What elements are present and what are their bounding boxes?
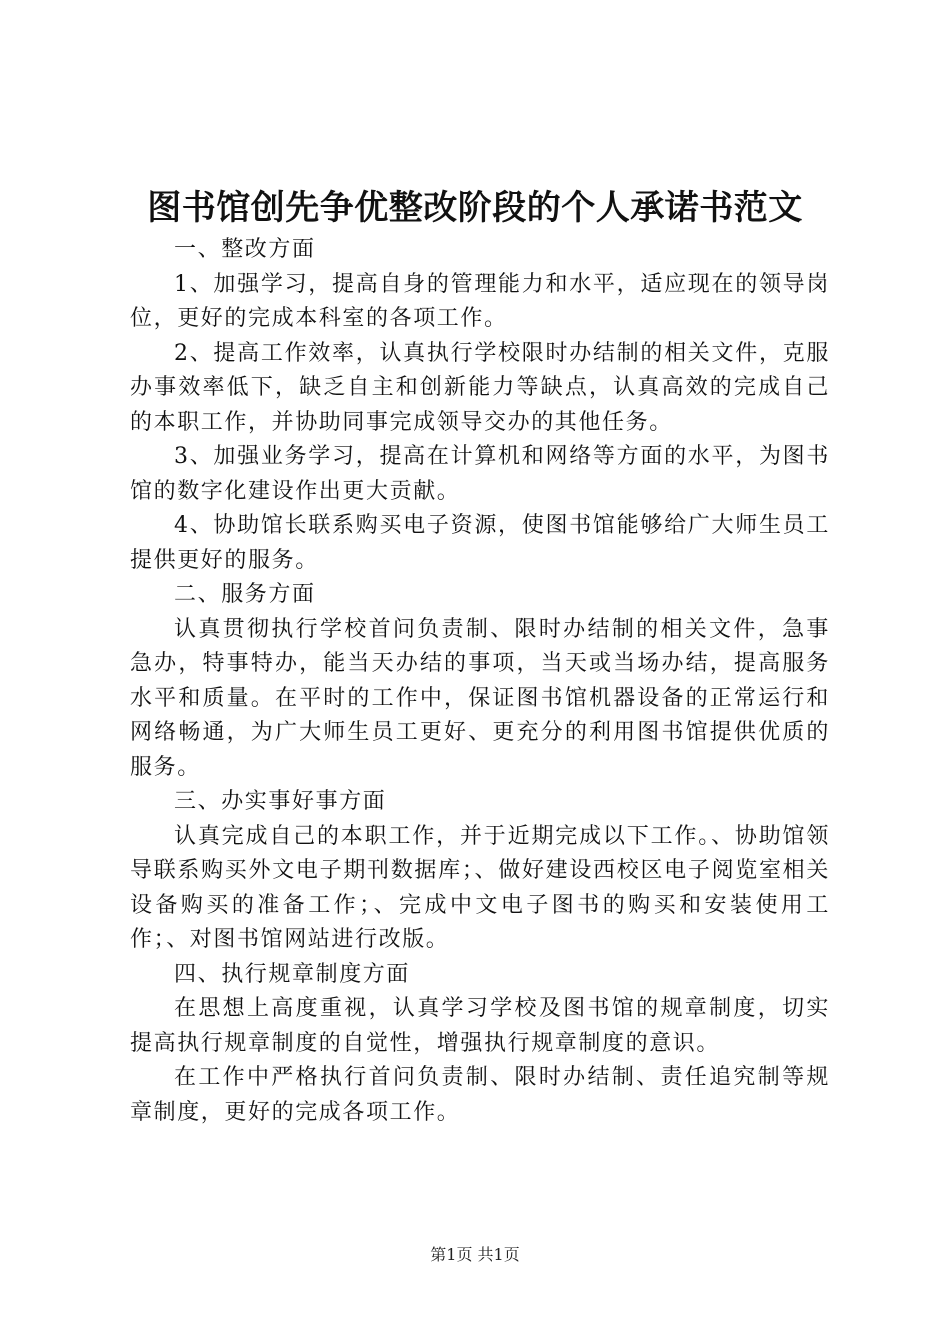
section-heading-service: 二、服务方面 — [174, 582, 316, 607]
paragraph-item-2: 2、提高工作效率，认真执行学校限时办结制的相关文件，克服办事效率低下，缺乏自主和创新能力等缺点，认真高效的完成自己的本职工作，并协助同事完成领导交办的其他任务。 — [130, 340, 830, 435]
document-title: 图书馆创先争优整改阶段的个人承诺书范文 — [147, 188, 803, 228]
paragraph-item-4: 4、协助馆长联系购买电子资源，使图书馆能够给广大师生员工提供更好的服务。 — [130, 513, 830, 573]
section-heading-practical-work: 三、办实事好事方面 — [174, 789, 387, 814]
paragraph-practical-work: 认真完成自己的本职工作，并于近期完成以下工作。、协助馆领导联系购买外文电子期刊数据库；、做好建设西校区电子阅览室相关设备购买的准备工作；、完成中文电子图书的购买和安装使用工作；、对图书馆网站进行改版。 — [130, 823, 830, 952]
page-number-footer: 第1页 共1页 — [430, 1245, 520, 1264]
document-body — [130, 233, 830, 1130]
section-heading-regulations: 四、执行规章制度方面 — [174, 961, 411, 987]
paragraph-regulations-2: 在工作中严格执行首问负责制、限时办结制、责任追究制等规章制度，更好的完成各项工作。 — [130, 1065, 830, 1125]
paragraph-service: 认真贯彻执行学校首问负责制、限时办结制的相关文件，急事急办，特事特办，能当天办结的事项，当天或当场办结，提高服务水平和质量。在平时的工作中，保证图书馆机器设备的正常运行和网络畅通，为广大师生员工更好、更充分的利用图书馆提供优质的服务。 — [130, 616, 830, 780]
paragraph-item-3: 3、加强业务学习，提高在计算机和网络等方面的水平，为图书馆的数字化建设作出更大贡献。 — [130, 444, 830, 504]
paragraph-regulations-1: 在思想上高度重视，认真学习学校及图书馆的规章制度，切实提高执行规章制度的自觉性，增强执行规章制度的意识。 — [130, 996, 830, 1056]
section-heading-rectification: 一、整改方面 — [174, 237, 316, 262]
paragraph-item-1: 1、加强学习，提高自身的管理能力和水平，适应现在的领导岗位，更好的完成本科室的各项工作。 — [130, 271, 830, 331]
